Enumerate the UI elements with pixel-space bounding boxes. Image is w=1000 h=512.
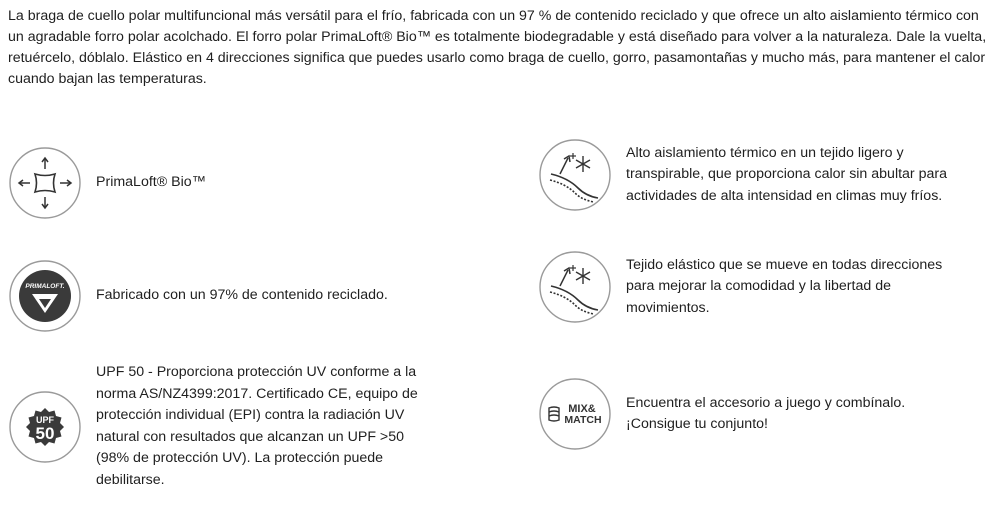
product-description: La braga de cuello polar multifuncional más versátil para el frío, fabricada con un 97 % de contenido reciclado y que ofrece un alto aislamiento térmico con un agradable forro polar acolchado. El forro polar PrimaLoft® Bio™ es totalmente biodegradable y está diseñado para volver a la naturaleza. Dale la vuelta, retuércelo, dóblalo. Elástico en 4 direcciones significa que puedes usarlo como braga de cuello, gorro, pasamontañas y mucho más, para mantener el calor cuando bajan las temperaturas. xyxy=(8,8,987,87)
feature-primaloft-bio xyxy=(8,146,416,220)
badge-line1: MIX& xyxy=(568,403,596,415)
feature-thermal-insulation xyxy=(538,138,956,212)
feature-upf-50 xyxy=(8,362,436,491)
badge-top: UPF xyxy=(36,414,54,425)
feature-text: Encuentra el accesorio a juego y combínalo. ¡Consigue tu conjunto! xyxy=(626,394,906,432)
feature-mix-match xyxy=(538,377,966,451)
feature-text: Alto aislamiento térmico en un tejido ligero y transpirable, que proporciona calor sin abultar para actividades de alta intensidad en climas muy fríos. xyxy=(626,144,947,204)
feature-text: UPF 50 - Proporciona protección UV conforme a la norma AS/NZ4399:2017. Certificado CE, equipo de protección individual (EPI) contra la radiación UV natural con resultados que alcanzan un UPF >50 (98% de protección UV). La protección puede debilitarse. xyxy=(96,364,418,488)
fabric-snowflake-icon xyxy=(538,138,612,212)
mix-match-icon xyxy=(538,377,612,451)
feature-text: Fabricado con un 97% de contenido reciclado. xyxy=(96,287,388,304)
primaloft-badge-icon xyxy=(8,259,82,333)
badge-number: 50 xyxy=(35,423,55,443)
feature-text: Tejido elástico que se mueve en todas direcciones para mejorar la comodidad y la libertad de movimientos. xyxy=(626,256,943,316)
stretch-arrows-icon xyxy=(8,146,82,220)
feature-text: PrimaLoft® Bio™ xyxy=(96,174,206,191)
upf-50-icon xyxy=(8,390,82,464)
fabric-snowflake-icon xyxy=(538,250,612,324)
feature-recycled-content xyxy=(8,259,456,333)
badge-label: PRIMALOFT. xyxy=(25,283,65,290)
badge-line2: MATCH xyxy=(564,414,602,426)
feature-stretch-fabric xyxy=(538,250,956,324)
